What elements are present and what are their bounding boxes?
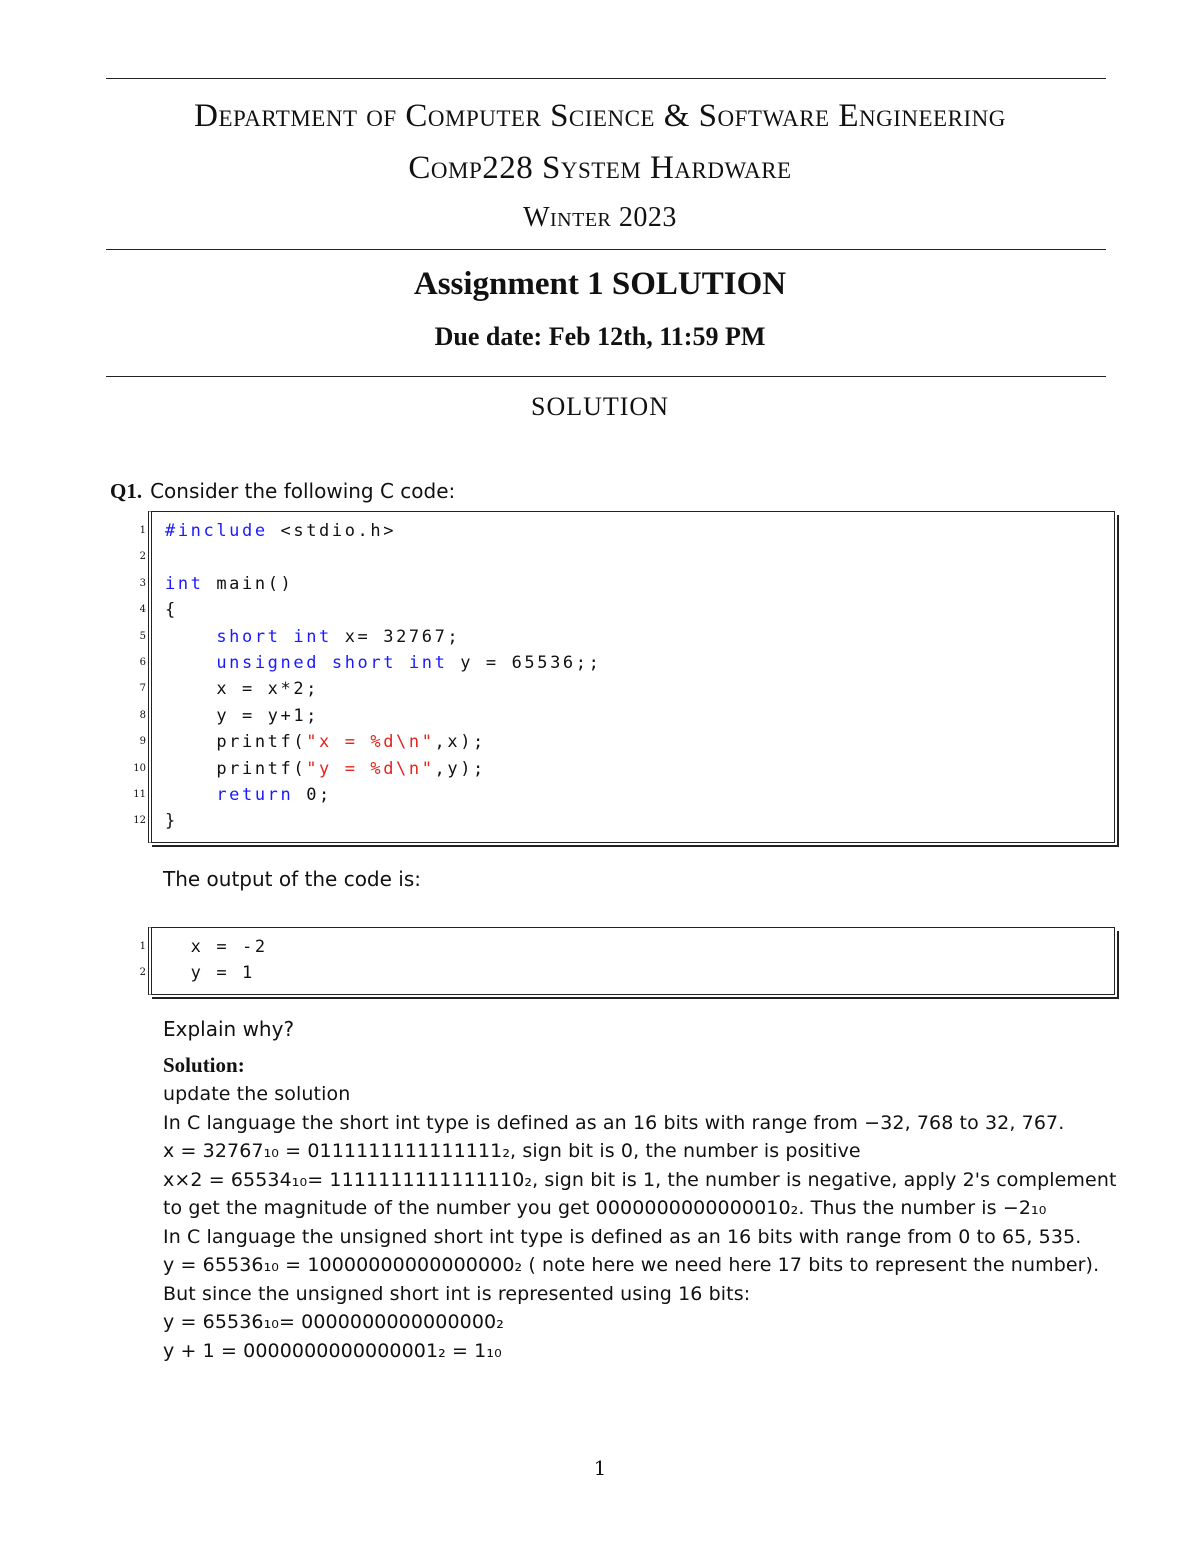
code-token: main() bbox=[203, 573, 294, 594]
code-token bbox=[165, 627, 216, 647]
rule-2 bbox=[106, 249, 1106, 250]
question-prompt: Consider the following C code: bbox=[150, 479, 456, 503]
code-line-number: 1 bbox=[139, 525, 146, 536]
code-line-number: 3 bbox=[139, 577, 146, 589]
solution-line: In C language the unsigned short int type is defined as an 16 bits with range from 0 to 65, 535. bbox=[163, 1225, 1082, 1248]
solution-line: update the solution bbox=[163, 1083, 351, 1105]
question-label: Q1. bbox=[110, 479, 143, 503]
code-token bbox=[396, 653, 409, 673]
question-1 bbox=[110, 479, 455, 504]
rule-3 bbox=[106, 376, 1106, 377]
output-intro: The output of the code is: bbox=[163, 867, 421, 891]
code-token: "y = %d\n" bbox=[306, 758, 435, 779]
code-token: int bbox=[293, 626, 332, 647]
code-token: <stdio.h> bbox=[267, 521, 397, 541]
code-line bbox=[165, 518, 396, 544]
code-line bbox=[165, 729, 486, 755]
code-line-number: 5 bbox=[139, 630, 146, 642]
assignment-title: Assignment 1 SOLUTION bbox=[413, 266, 787, 302]
code-line bbox=[165, 756, 486, 782]
output-line: y = 1 bbox=[165, 963, 255, 984]
code-token bbox=[281, 627, 294, 647]
code-line bbox=[165, 571, 293, 597]
code-token bbox=[165, 653, 216, 673]
code-token: { bbox=[165, 600, 178, 621]
code-line bbox=[165, 597, 178, 623]
code-line-number: 11 bbox=[133, 789, 146, 800]
code-line-number: 4 bbox=[139, 604, 146, 616]
solution-line: y = 65536₁₀= 0000000000000000₂ bbox=[163, 1311, 504, 1333]
code-line-number: 10 bbox=[133, 762, 146, 774]
solution-line: But since the unsigned short int is represented using 16 bits: bbox=[163, 1282, 751, 1305]
code-token: ,y); bbox=[434, 758, 486, 779]
solution-label: Solution: bbox=[163, 1053, 245, 1077]
code-token: printf( bbox=[165, 758, 307, 779]
solution-line: In C language the short int type is defined as an 16 bits with range from −32, 768 to 32, 767. bbox=[163, 1111, 1065, 1134]
code-token: return bbox=[216, 785, 294, 805]
solution-section-heading: SOLUTION bbox=[531, 392, 669, 421]
code-line-number: 9 bbox=[139, 736, 146, 748]
code-line-number: 8 bbox=[139, 709, 146, 721]
code-token bbox=[319, 653, 332, 673]
code-line bbox=[165, 624, 460, 650]
course-heading: Comp228 System Hardware bbox=[408, 150, 792, 186]
code-token: x= 32767; bbox=[331, 626, 461, 647]
code-token: ,x); bbox=[434, 732, 486, 753]
solution-line: y = 65536₁₀ = 10000000000000000₂ ( note here we need here 17 bits to represent the number). bbox=[163, 1254, 1100, 1276]
code-token: short bbox=[331, 653, 397, 673]
page-number: 1 bbox=[593, 1456, 607, 1480]
solution-line: y + 1 = 0000000000000001₂ = 1₁₀ bbox=[163, 1339, 502, 1362]
code-line-number: 2 bbox=[139, 551, 146, 563]
code-line-number: 12 bbox=[133, 815, 146, 827]
output-box bbox=[148, 927, 1115, 995]
code-token: short bbox=[216, 626, 281, 647]
solution-line: x×2 = 65534₁₀= 1111111111111110₂, sign bit is 1, the number is negative, apply 2's complement bbox=[163, 1168, 1117, 1191]
code-token: y = y+1; bbox=[165, 705, 320, 726]
solution-line: x = 32767₁₀ = 0111111111111111₂, sign bit is 0, the number is positive bbox=[163, 1140, 861, 1162]
code-token: } bbox=[165, 811, 178, 832]
code-token: printf( bbox=[165, 732, 307, 753]
solution-line: to get the magnitude of the number you get 0000000000000010₂. Thus the number is −2₁₀ bbox=[163, 1197, 1047, 1219]
explain-prompt: Explain why? bbox=[163, 1017, 295, 1041]
code-token: int bbox=[165, 573, 204, 594]
due-date: Due date: Feb 12th, 11:59 PM bbox=[434, 322, 766, 351]
code-token: y = 65536;; bbox=[447, 653, 602, 673]
code-line bbox=[165, 676, 319, 702]
code-token: int bbox=[408, 653, 448, 673]
code-line bbox=[165, 703, 319, 729]
code-line bbox=[165, 650, 601, 676]
code-line bbox=[165, 782, 332, 808]
code-token: unsigned bbox=[216, 653, 320, 673]
output-line: x = -2 bbox=[165, 937, 268, 957]
top-rule bbox=[106, 78, 1106, 79]
term-heading: Winter 2023 bbox=[523, 202, 677, 233]
output-line-number: 2 bbox=[139, 967, 146, 979]
code-token: "x = %d\n" bbox=[306, 732, 435, 753]
department-heading: Department of Computer Science & Software Engineering bbox=[194, 98, 1006, 134]
output-line-number: 1 bbox=[139, 941, 146, 952]
code-line-number: 7 bbox=[139, 683, 146, 695]
code-line-number: 6 bbox=[139, 657, 146, 668]
code-token bbox=[165, 785, 216, 805]
code-token: x = x*2; bbox=[165, 679, 320, 700]
code-token: #include bbox=[165, 521, 268, 541]
code-line bbox=[165, 808, 178, 834]
code-token: 0; bbox=[293, 785, 332, 805]
